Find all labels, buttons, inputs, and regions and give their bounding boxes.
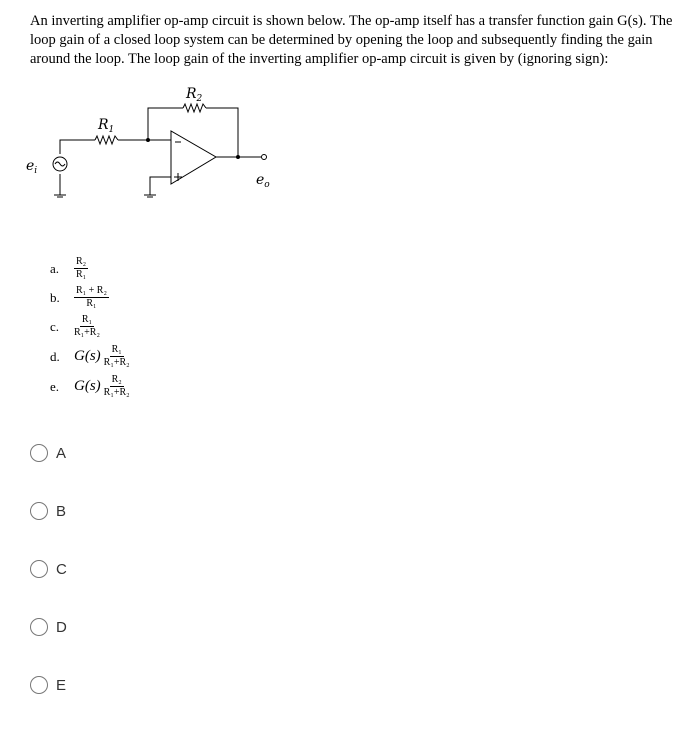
circuit-diagram — [0, 80, 300, 220]
choice-label: A — [56, 444, 67, 462]
denominator: R₁ — [76, 269, 87, 280]
numerator: R₂ — [76, 256, 87, 267]
option-fraction — [74, 256, 88, 281]
wires — [60, 108, 261, 195]
radio-button[interactable] — [30, 618, 48, 636]
ei-label: $e_i$ — [26, 158, 38, 176]
choice-D[interactable] — [30, 618, 67, 636]
resistor-r1 — [95, 136, 118, 144]
answer-option-e — [50, 374, 130, 399]
answer-option-c — [50, 314, 100, 339]
question-text: An inverting amplifier op-amp circuit is shown below. The op-amp itself has a transfer function gain G(s). The loop gain of a closed loop system can be determined by opening the loop and subsequently finding the gain around the loop. The loop gain of the inverting amplifier op-amp circuit is given by (ignoring sign): — [30, 13, 673, 67]
answer-option-a — [50, 256, 88, 281]
choice-label: B — [56, 502, 67, 520]
radio-button[interactable] — [30, 676, 48, 694]
r1-label: $R_1$ — [98, 117, 115, 135]
choice-label: E — [56, 676, 67, 694]
answer-option-b — [50, 285, 109, 310]
choice-A[interactable] — [30, 444, 66, 462]
choice-label: C — [56, 560, 67, 578]
numerator: R₁ — [111, 344, 122, 355]
numerator: R₁ — [81, 314, 93, 325]
option-fraction — [104, 374, 130, 399]
numerator: R₂ — [111, 374, 122, 385]
option-letter: d. — [50, 348, 60, 364]
denominator: R₁+R₂ — [103, 387, 130, 398]
option-letter: c. — [50, 318, 60, 334]
choice-label: D — [56, 618, 67, 636]
ground-icon — [144, 195, 156, 197]
option-fraction — [74, 314, 100, 339]
denominator: R₁ — [86, 298, 97, 309]
radio-button[interactable] — [30, 560, 48, 578]
option-prefix: G(s) — [74, 348, 101, 364]
choice-C[interactable] — [30, 560, 67, 578]
option-fraction — [74, 285, 109, 310]
choice-B[interactable] — [30, 502, 66, 520]
option-letter: e. — [50, 378, 60, 394]
r2-label: $R_2$ — [186, 86, 203, 104]
denominator: R₁+R₂ — [74, 327, 100, 338]
eo-label: $e_o$ — [256, 172, 270, 190]
output-terminal — [262, 155, 267, 160]
resistor-r2 — [183, 104, 206, 112]
option-letter: a. — [50, 260, 60, 276]
option-letter: b. — [50, 289, 60, 305]
radio-button[interactable] — [30, 444, 48, 462]
answer-option-d — [50, 344, 130, 369]
option-prefix: G(s) — [74, 378, 101, 394]
option-fraction — [104, 344, 130, 369]
radio-button[interactable] — [30, 502, 48, 520]
denominator: R₁+R₂ — [103, 357, 130, 368]
ground-icon — [54, 195, 66, 197]
numerator: R₁ + R₂ — [76, 285, 107, 296]
choice-E[interactable] — [30, 676, 66, 694]
